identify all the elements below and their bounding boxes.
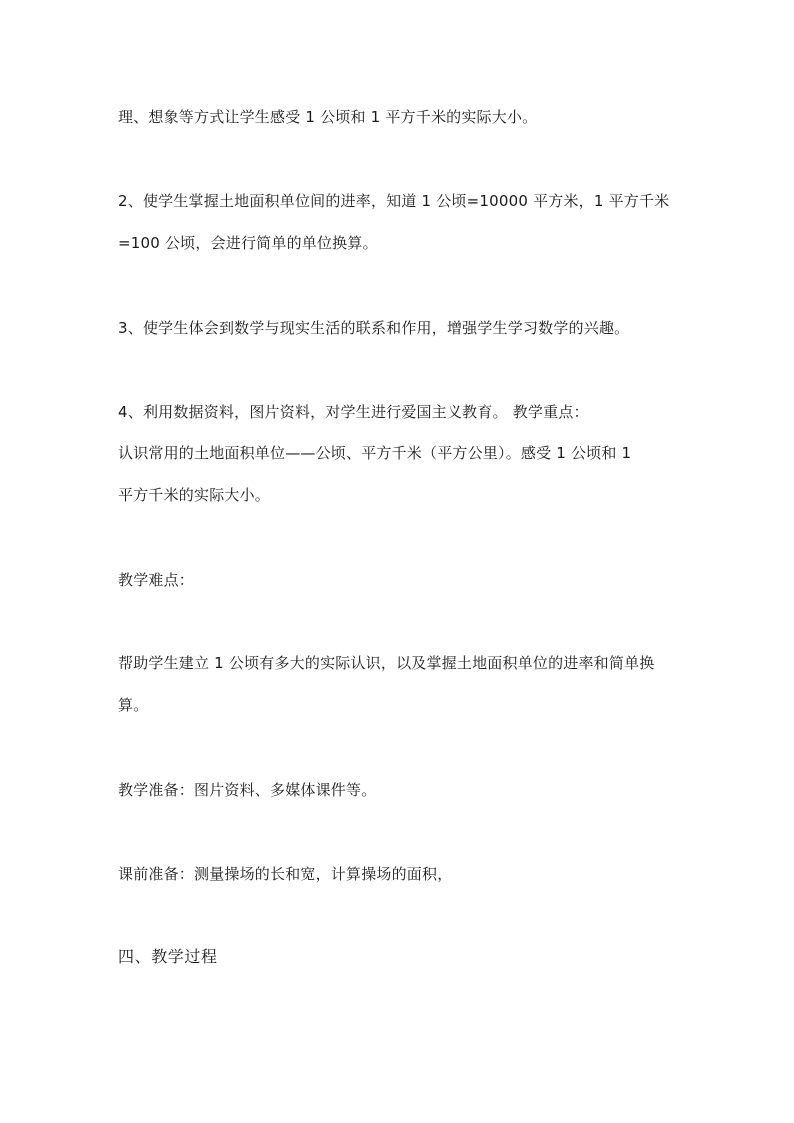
- difficulties-label: 教学难点：: [118, 571, 195, 589]
- key-points-line-2: 平方千米的实际大小。: [118, 486, 271, 504]
- difficulties-line-2: 算。: [118, 696, 149, 714]
- goal-2-line-1: 2、使学生掌握土地面积单位间的进率，知道 1 公顷=10000 平方米，1 平方千米: [118, 192, 670, 210]
- difficulties-line-1: 帮助学生建立 1 公顷有多大的实际认识，以及掌握土地面积单位的进率和简单换: [118, 654, 655, 672]
- key-points-line-1: 认识常用的土地面积单位——公顷、平方千米（平方公里）。感受 1 公顷和 1: [118, 444, 632, 462]
- goal-2-line-2: =100 公顷，会进行简单的单位换算。: [118, 234, 378, 252]
- goal-1-continuation: 理、想象等方式让学生感受 1 公顷和 1 平方千米的实际大小。: [118, 108, 538, 126]
- goal-4-and-key-points-label: 4、利用数据资料，图片资料，对学生进行爱国主义教育。 教学重点：: [118, 403, 589, 421]
- pre-class-preparation: 课前准备：测量操场的长和宽，计算操场的面积，: [118, 865, 453, 883]
- goal-3: 3、使学生体会到数学与现实生活的联系和作用，增强学生学习数学的兴趣。: [118, 319, 630, 337]
- teaching-preparation: 教学准备：图片资料、多媒体课件等。: [118, 781, 377, 799]
- section-heading-teaching-process: 四、教学过程: [118, 947, 218, 966]
